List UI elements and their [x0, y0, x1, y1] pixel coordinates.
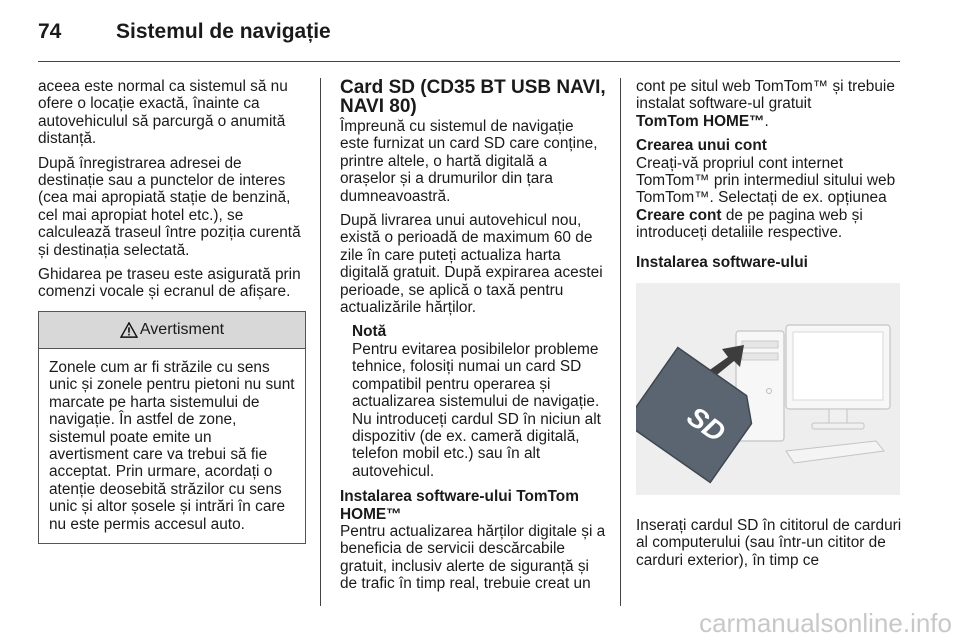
note-title: Notă — [352, 323, 387, 341]
watermark: carmanualsonline.info — [699, 608, 952, 638]
paragraph: Pentru actualizarea hărților digitale și a beneficia de servicii descărcabile gratuit, inclusiv alerte de siguranță și de trafic în timp real, trebuie creat un — [340, 522, 606, 593]
warning-box — [38, 311, 306, 544]
subheading: Instalarea software-ului — [636, 253, 808, 271]
text-span: cont pe situl web TomTom™ și trebuie instalat software-ul gratuit — [636, 78, 895, 113]
header-rule — [38, 61, 900, 62]
text-span: . — [764, 112, 769, 130]
software-name: TomTom HOME™ — [636, 112, 765, 130]
column-divider — [620, 78, 621, 606]
page-header — [38, 20, 900, 62]
paragraph — [636, 78, 906, 130]
section-title: Sistemul de navigație — [116, 20, 331, 43]
paragraph — [636, 155, 906, 242]
subheading: Crearea unui cont — [636, 137, 767, 155]
paragraph: Ghidarea pe traseu este asigurată prin comenzi vocale și ecranul de afișare. — [38, 266, 301, 301]
column-left — [38, 78, 306, 544]
paragraph: După înregistrarea adresei de destinație sau a punctelor de interes (cea mai apropiată stație de benzină, cel mai apropiat hotel etc.), se calculează traseul între poziția curentă și destinația selectată. — [38, 154, 301, 259]
option-name: Creare cont — [636, 206, 722, 224]
warning-title: Avertisment — [139, 321, 225, 339]
page-number: 74 — [38, 20, 62, 43]
paragraph: Împreună cu sistemul de navigație este furnizat un card SD care conține, printre altele, o hartă digitală a orașelor și a drumurilor din țara dumneavoastră. — [340, 118, 598, 205]
text-span: de pe pagina web și introduceți detaliile respective. — [636, 206, 863, 242]
text-span: Creați-vă propriul cont internet TomTom™ prin intermediul sitului web TomTom™. Selectați de ex. opțiunea — [636, 154, 896, 207]
note-body: Pentru evitarea posibilelor probleme tehnice, folosiți numai un card SD compatibil pentru operarea și actualizarea sistemului de navigație. Nu introduceți cardul SD în niciun alt dispozitiv (de ex. cameră digitală, telefon mobil etc.) sau în alt autovehicul. — [352, 340, 601, 480]
paragraph: După livrarea unui autovehicul nou, există o perioadă de maximum 60 de zile în care puteți actualiza harta digitală gratuit. După expirarea acestei perioade, se aplică o taxă pentru actualizările hărților. — [340, 212, 603, 317]
subheading: Instalarea software-ului TomTom HOME™ — [340, 488, 579, 523]
warning-body: Zonele cum ar fi străzile cu sens unic și zonele pentru pietoni nu sunt marcate pe harta sistemului de navigație. În astfel de zone, sistemul poate emite un avertisment care va trebui să fie acceptat. Prin urmare, acordați o atenție deosebită străzilor cu sens unic și altor șosele și intrări în care nu este permis accesul auto. — [49, 358, 295, 533]
paragraph: Inserați cardul SD în cititorul de carduri al computerului (sau într-un cititor de carduri exterior), în timp ce — [636, 517, 902, 569]
column-middle — [340, 78, 606, 600]
column-right — [636, 78, 906, 576]
warning-header — [39, 312, 305, 349]
section-heading: Card SD (CD35 BT USB NAVI, NAVI 80) — [340, 77, 606, 117]
sd-card-illustration — [636, 283, 900, 495]
note-block — [340, 323, 606, 480]
warning-triangle-icon — [120, 322, 138, 338]
computer-sd-card-icon — [636, 283, 900, 495]
paragraph: aceea este normal ca sistemul să nu ofere o locație exactă, înainte ca autovehiculul să parcurgă o anumită distanță. — [38, 78, 288, 148]
column-divider — [320, 78, 321, 606]
sd-card-label: SD — [681, 400, 732, 449]
